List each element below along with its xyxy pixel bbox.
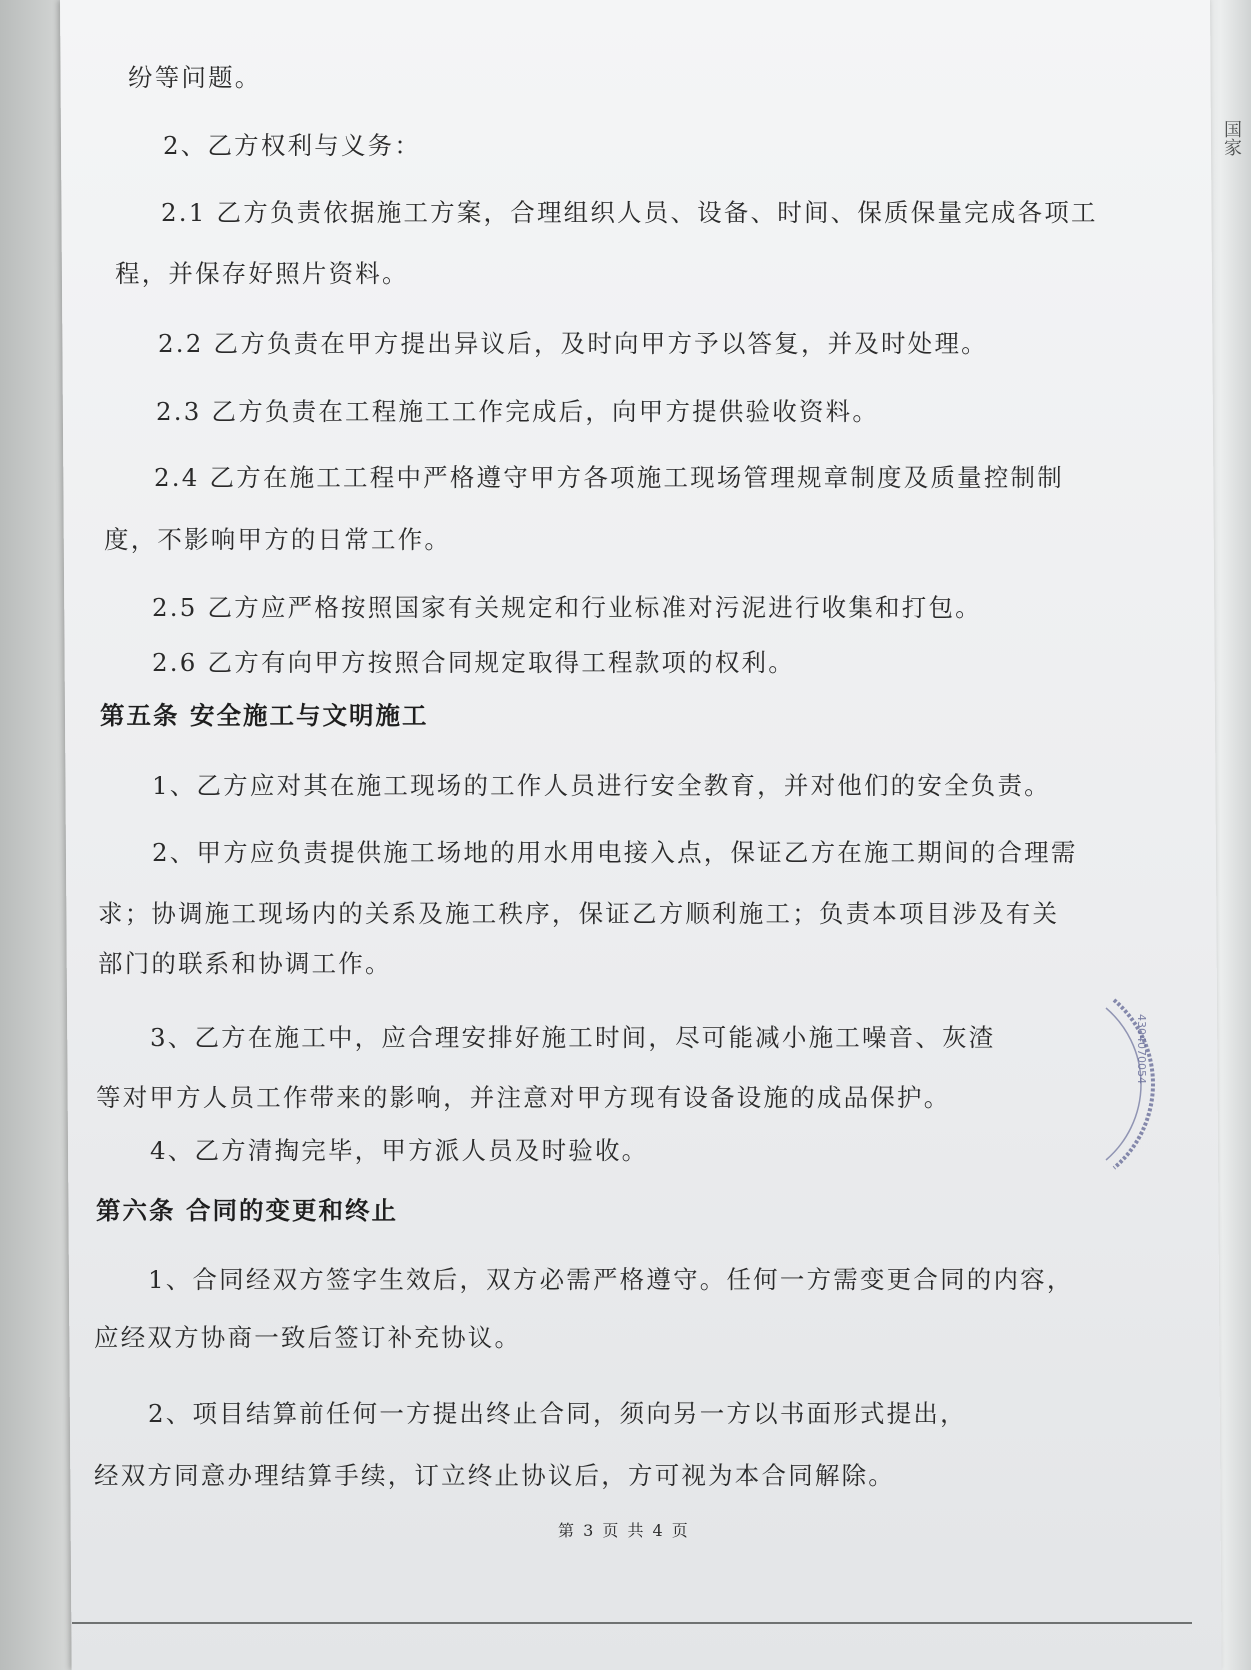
text-line: 2、乙方权利与义务： <box>163 131 422 160</box>
page-footer: 第 3 页 共 4 页 <box>558 1521 690 1540</box>
text-line: 经双方同意办理结算手续，订立终止协议后，方可视为本合同解除。 <box>94 1461 895 1490</box>
text-line: 2.2 乙方负责在甲方提出异议后，及时向甲方予以答复，并及时处理。 <box>158 329 988 358</box>
text-line: 度，不影响甲方的日常工作。 <box>104 525 452 554</box>
text-line: 3、乙方在施工中，应合理安排好施工时间，尽可能减小施工噪音、灰渣 <box>150 1023 996 1052</box>
text-line: 1、合同经双方签字生效后，双方必需严格遵守。任何一方需变更合同的内容， <box>148 1265 1074 1294</box>
text-line: 2.1 乙方负责依据施工方案，合理组织人员、设备、时间、保质保量完成各项工 <box>161 198 1098 227</box>
text-line: 2.4 乙方在施工工程中严格遵守甲方各项施工现场管理规章制度及质量控制制 <box>154 463 1064 492</box>
text-line: 2.3 乙方负责在工程施工工作完成后，向甲方提供验收资料。 <box>156 397 880 426</box>
text-line: 4、乙方清掏完毕，甲方派人员及时验收。 <box>150 1136 649 1165</box>
text-line: 求；协调施工现场内的关系及施工秩序，保证乙方顺利施工；负责本项目涉及有关 <box>98 899 1060 928</box>
section-heading-article-6: 第六条 合同的变更和终止 <box>96 1196 399 1225</box>
text-line: 程，并保存好照片资料。 <box>115 259 409 288</box>
text-line: 部门的联系和协调工作。 <box>98 949 392 978</box>
margin-scrap-text: 国家 <box>1221 120 1242 156</box>
text-line: 2、项目结算前任何一方提出终止合同，须向另一方以书面形式提出， <box>148 1399 967 1428</box>
text-line: 应经双方协商一致后签订补充协议。 <box>94 1323 522 1352</box>
seal-stamp-fragment <box>1104 994 1194 1174</box>
section-heading-article-5: 第五条 安全施工与文明施工 <box>100 701 429 730</box>
text-line: 1、乙方应对其在施工现场的工作人员进行安全教育，并对他们的安全负责。 <box>152 771 1051 800</box>
text-line: 等对甲方人员工作带来的影响，并注意对甲方现有设备设施的成品保护。 <box>96 1083 951 1112</box>
text-line: 2.6 乙方有向甲方按照合同规定取得工程款项的权利。 <box>152 648 795 677</box>
page-bottom-rule <box>72 1622 1192 1624</box>
text-line: 2.5 乙方应严格按照国家有关规定和行业标准对污泥进行收集和打包。 <box>152 593 982 622</box>
seal-number: 4304070054 <box>1135 1014 1148 1084</box>
text-line: 2、甲方应负责提供施工场地的用水用电接入点，保证乙方在施工期间的合理需 <box>152 838 1078 867</box>
text-line: 纷等问题。 <box>128 63 262 92</box>
